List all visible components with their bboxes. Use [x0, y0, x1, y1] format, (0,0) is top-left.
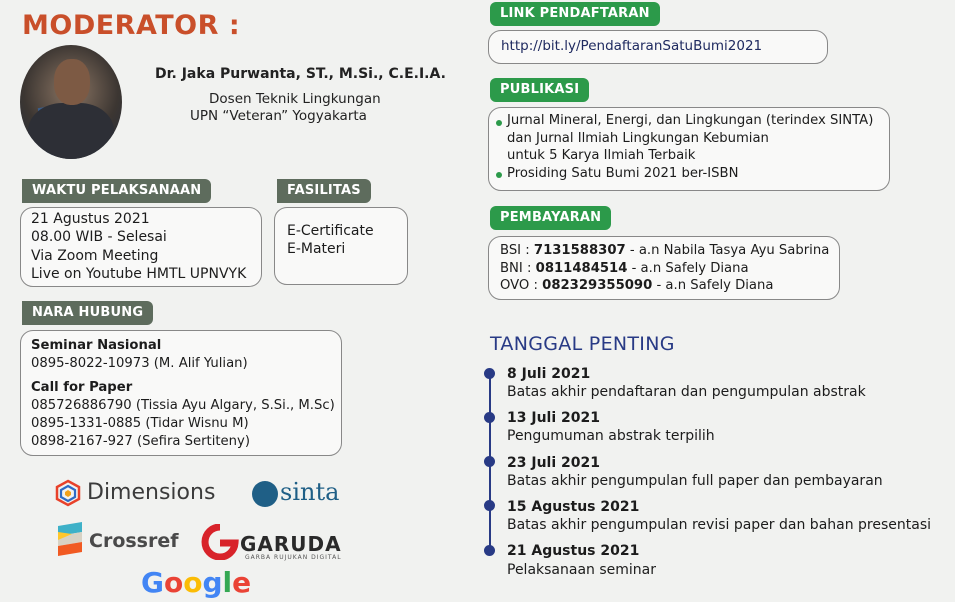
waktu-label: WAKTU PELAKSANAAN — [22, 179, 211, 203]
crossref-logo-text: Crossref — [89, 530, 179, 552]
timeline-date: 21 Agustus 2021 — [507, 543, 640, 559]
waktu-line: 08.00 WIB - Selesai — [31, 229, 167, 245]
contact-line: 0895-1331-0885 (Tidar Wisnu M) — [31, 416, 249, 431]
timeline-dot — [484, 456, 495, 467]
moderator-title: MODERATOR : — [22, 10, 241, 41]
dimensions-logo-text: Dimensions — [87, 480, 216, 505]
waktu-line: 21 Agustus 2021 — [31, 211, 150, 227]
waktu-line: Live on Youtube HMTL UPNVYK — [31, 266, 247, 282]
bullet-icon — [496, 172, 502, 178]
garuda-logo-text: GARUDA — [240, 532, 342, 556]
timeline-date: 15 Agustus 2021 — [507, 499, 640, 515]
fasilitas-line: E-Materi — [287, 241, 346, 257]
narahubung-label: NARA HUBUNG — [22, 301, 153, 325]
registration-link[interactable]: http://bit.ly/PendaftaranSatuBumi2021 — [501, 38, 763, 54]
garuda-logo-icon — [201, 524, 239, 560]
link-label: LINK PENDAFTARAN — [490, 2, 660, 26]
tanggal-penting-title: TANGGAL PENTING — [490, 333, 675, 355]
timeline-desc: Pengumuman abstrak terpilih — [507, 428, 715, 444]
sinta-logo-icon — [252, 481, 278, 507]
fasilitas-label: FASILITAS — [277, 179, 371, 203]
bullet-icon — [496, 120, 502, 126]
publikasi-line: Jurnal Mineral, Energi, dan Lingkungan (terindex SINTA) — [507, 113, 874, 128]
sinta-logo-text: sinta — [280, 478, 340, 506]
waktu-line: Via Zoom Meeting — [31, 248, 159, 264]
publikasi-line: dan Jurnal Ilmiah Lingkungan Kebumian — [507, 131, 769, 146]
moderator-name: Dr. Jaka Purwanta, ST., M.Si., C.E.I.A. — [155, 66, 446, 82]
timeline-date: 13 Juli 2021 — [507, 410, 600, 426]
garuda-logo-subtext: GARBA RUJUKAN DIGITAL — [245, 554, 342, 561]
publikasi-line: Prosiding Satu Bumi 2021 ber-ISBN — [507, 166, 739, 181]
moderator-position: Dosen Teknik Lingkungan — [209, 91, 381, 107]
pembayaran-label: PEMBAYARAN — [490, 206, 611, 230]
timeline-desc: Pelaksanaan seminar — [507, 562, 657, 578]
contact-line: 0898-2167-927 (Sefira Sertiteny) — [31, 434, 250, 449]
payment-row: BSI : 7131588307 - a.n Nabila Tasya Ayu Sabrina — [500, 243, 830, 258]
publikasi-line: untuk 5 Karya Ilmiah Terbaik — [507, 148, 696, 163]
seminar-title: Seminar Nasional — [31, 338, 162, 353]
contact-line: 0895-8022-10973 (M. Alif Yulian) — [31, 356, 248, 371]
timeline-dot — [484, 545, 495, 556]
contact-line: 085726886790 (Tissia Ayu Algary, S.Si., M.Sc) — [31, 398, 335, 413]
cfp-title: Call for Paper — [31, 380, 133, 395]
timeline-dot — [484, 412, 495, 423]
timeline-dot — [484, 500, 495, 511]
moderator-photo — [20, 45, 122, 159]
dimensions-logo-icon — [54, 479, 82, 507]
timeline-desc: Batas akhir pengumpulan full paper dan pembayaran — [507, 473, 883, 489]
publikasi-label: PUBLIKASI — [490, 78, 589, 102]
payment-row: BNI : 0811484514 - a.n Safely Diana — [500, 261, 749, 276]
fasilitas-line: E-Certificate — [287, 223, 374, 239]
timeline-desc: Batas akhir pengumpulan revisi paper dan bahan presentasi — [507, 517, 932, 533]
timeline-dot — [484, 368, 495, 379]
timeline-desc: Batas akhir pendaftaran dan pengumpulan abstrak — [507, 384, 866, 400]
payment-row: OVO : 082329355090 - a.n Safely Diana — [500, 278, 774, 293]
timeline-date: 8 Juli 2021 — [507, 366, 591, 382]
google-scholar-logo: Google — [141, 566, 252, 599]
crossref-logo-icon — [58, 522, 86, 558]
timeline-date: 23 Juli 2021 — [507, 455, 600, 471]
moderator-institution: UPN “Veteran” Yogyakarta — [190, 108, 367, 124]
